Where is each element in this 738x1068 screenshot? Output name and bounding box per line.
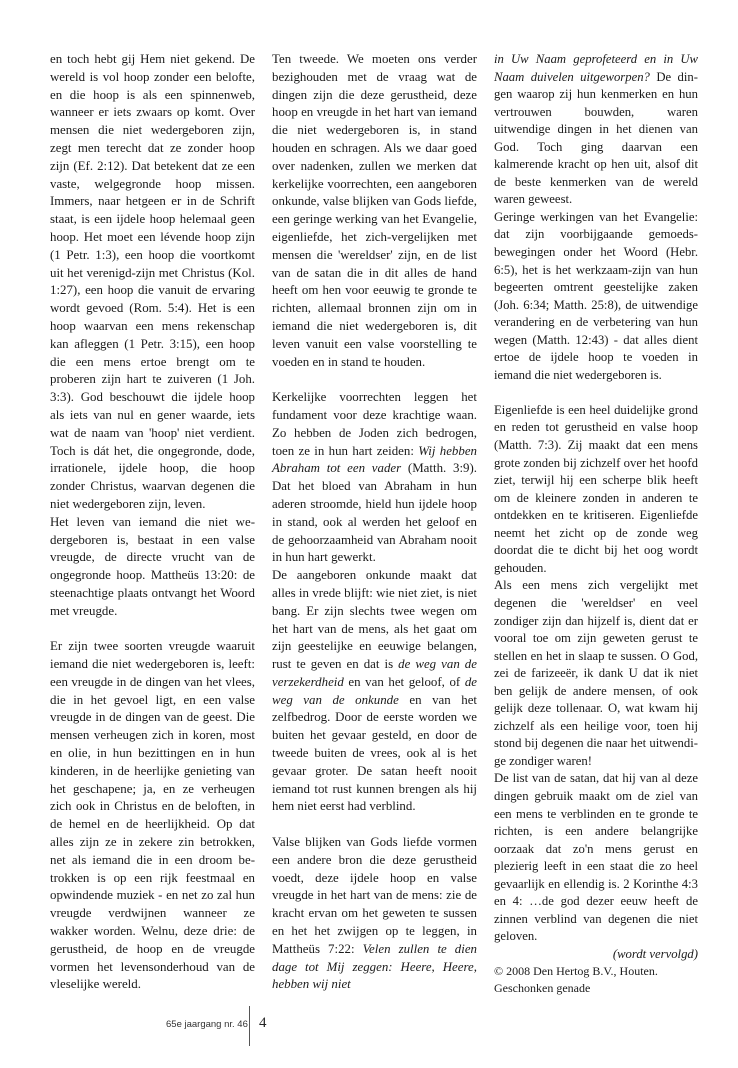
to-be-continued: (wordt vervolgd) — [612, 946, 698, 961]
page-number: 4 — [259, 1015, 267, 1031]
emphasis: de weg van de verzekerdheid — [272, 657, 477, 689]
paragraph: Als een mens zich vergelijkt met degenen die 'wereldser' en veel zondiger zijn dan hijzelf is, dient dat er vooral toe om zijn geweten gerust te stellen en het in slaap te sussen. O God, zei de farizeeër, ik dank U dat ik niet ben gelijk de andere mensen, of ook gelijk deze tollenaar. O, wat kwam hij zichzelf als een heilige voor, toen hij stond bij degenen die naar het uitwendige zondiger waren! — [494, 578, 698, 768]
quote: Wij hebben Abraham tot een vader — [272, 443, 477, 476]
source-title: Geschonken genade — [494, 981, 591, 996]
quote: in Uw Naam geprofeteerd en in Uw Naam duivelen uitgeworpen? — [494, 52, 698, 84]
copyright: © 2008 Den Hertog B.V., Houten. — [494, 964, 658, 979]
paragraph: Valse blijken van Gods liefde vormen een andere bron die deze gerustheid voedt, deze ijdele hoop en valse vreugde in het hart van de mens: zie de kracht ervan om het geweten te sussen en het het zwijgen op te leggen, in Mattheüs 7:22: Velen zullen te dien dage tot Mij zeggen: Heere, Heere, hebben wij niet — [272, 835, 478, 992]
paragraph: Geringe werkingen van het Evangelie: dat zijn voorbijgaande gemoedsbewegingen onder het Woord (Hebr. 6:5), het is het werkzaam-zijn van hun begeerten omtrent geestelijke zaken (Joh. 6:34; Matth. 25:8), de uitwendige verandering en de verbetering van hun wegen (Matth. 12:43) - dat alles dient ertoe de ijdele hoop te voeden in iemand die niet wedergeboren is. — [494, 209, 698, 382]
quote: Velen zullen te dien dage tot Mij zeggen: Heere, Heere, hebben wij niet — [272, 941, 478, 992]
paragraph: in Uw Naam geprofeteerd en in Uw Naam duivelen uitgeworpen? De dingen waarop zij hun kenmerken en hun vertrouwen bouwden, waren uitwendige dingen in het dienen van God. Toch ging daarvan een kalmerende kracht op hen uit, alsof dit de beste kenmerken van de wereld waren geweest. — [494, 52, 698, 207]
footer-divider — [249, 1006, 250, 1046]
paragraph: Kerkelijke voorrechten leggen het fundament voor deze krachtige waan. Zo hebben de Joden zich bedrogen, toen ze in hun hart zeiden: Wij hebben Abraham tot een vader (Matth. 3:9). Dat het bloed van Abraham in hun aderen stroomde, hield hun ijdele hoop in stand, ook al werden het geloof en de gehoorzaamheid van Abraham nooit in hun hart gewerkt. — [272, 390, 477, 565]
paragraph: en toch hebt gij Hem niet gekend. De wereld is vol hoop zonder een belofte, en die hoop is als een spinnenweb, wanneer er iets zwaars op komt. Over mensen die niet wedergeboren zijn, zegt men terecht dat ze zonder hoop zijn (Ef. 2:12). Dat betekent dat ze een vaste, welgegronde hoop missen. Immers, naar hetgeen er in de Schrift staat, is een ijdele hoop helemaal geen hoop. Het moet een lévende hoop zijn (1 Petr. 1:3), een hoop die voortkomt uit het verenigd-zijn met Christus (Kol. 1:27), een hoop die vanuit de ervaring wordt gevoed (Rom. 5:4). Het is een hoop waarvan een mens rekenschap kan afleggen (1 Petr. 3:15), een hoop die een mens ertoe brengt om te proberen zijn hart te zuiveren (1 Joh. 3:3). God beschouwt die ijdele hoop als iets van nul en gener waarde, iets wat de naam van 'hoop' niet verdient. Toch is dát het, die ongegronde, dode, irrationele, ijdele hoop, die hoop zonder Christus, waarvan degenen die niet wedergeboren zijn, leven. — [50, 52, 255, 511]
paragraph: Eigenliefde is een heel duidelijke grond en reden tot gerustheid en valse hoop (Matth. 7:3). Zij maakt dat een mens grote zonden bij zichzelf over het hoofd ziet, terwijl hij een scherpe blik heeft om de kleinere zonden in anderen te ontdekken en te kritiseren. Eigenliefde neemt het zicht op de zonde weg doordat die te dicht bij het oog wordt gehouden. — [494, 402, 698, 575]
emphasis: de weg van de onkunde — [272, 674, 477, 707]
issue-label: 65e jaargang nr. 46 — [166, 1019, 248, 1030]
paragraph: Er zijn twee soorten vreugde waaruit iemand die niet wedergeboren is, leeft: een vreugde in de dingen van het vlees, die in het gevoel ligt, en een valse vreugde in de dingen van de geest. Die mensen verheugen zich in koren, most en olie, in hun bezittingen en in hun kinderen, in de heerlijke genieting van het geschapene; ja, en ze verheugen zich ook in Christus en de beloften, in de hemel en de heerlijkheid. Op dat alles zijn ze in zekere zin betrokken, net als iemand die in een droom betrokken is op een rijk feestmaal en opwindende muziek - en net zo zal hun vreugde verdwijnen wanneer ze wakker worden. Welnu, deze drie: de gerustheid, de hoop en de vreugde vormen het levensonderhoud van de vleselijke wereld. — [50, 639, 255, 992]
paragraph: De aangeboren onkunde maakt dat alles in vrede blijft: wie niet ziet, is niet bang. Er zijn slechts twee wegen om het hart van de mens, als het gaat om zijn geestelijke en eeuwige belangen, rust te geven en dat is de weg van de verzekerdheid en van het geloof, of de weg van de onkunde en van het zelfbedrog. Door de eerste worden we buiten het gevaar gesteld, en door de tweede buiten de vrees, ook al is het gevaar groter. De satan heeft nooit iemand tot rust kunnen brengen als hij hem niet eerst had verblind. — [272, 568, 477, 814]
paragraph: Ten tweede. We moeten ons verder bezighouden met de vraag wat de dingen zijn die deze gerustheid, deze hoop en vreugde in het hart van iemand die niet wedergeboren is, in stand houden en schragen. Als we daar goed over nadenken, zullen we merken dat kerkelijke voorrechten, een aangeboren onkunde, valse blijken van Gods liefde, een geringe werking van het Evangelie, eigenliefde, het zich-vergelijken met mensen die 'wereldser' zijn, en de list van de satan die in dit alles de hand heeft om hen voor eeuwig te gronde te richten, allemaal bronnen zijn om in iemand die niet wedergeboren is, dit leven vanuit een valse voorstelling te voeden en in stand te houden. — [272, 52, 477, 369]
paragraph: De list van de satan, dat hij van al deze dingen gebruik maakt om de ziel van een mens te verblinden en te gronde te richten, is een andere belangrijke oorzaak dat zo'n mens gerust en plezierig leeft in een staat die zo heel gevaarlijk en ellendig is. 2 Korinthe 4:3 en 4: …de god dezer eeuw heeft de zinnen verblind van degenen die niet geloven. — [494, 771, 698, 944]
article-column-3 — [494, 51, 698, 997]
article-column-1 — [50, 51, 255, 994]
article-column-2 — [272, 51, 477, 994]
paragraph: Het leven van iemand die niet wedergeboren is, bestaat in een valse vreugde, de directe vrucht van de ongegronde hoop. Mattheüs 13:20: de steenachtige plaats ontvangt het Woord met vreugde. — [50, 514, 255, 618]
